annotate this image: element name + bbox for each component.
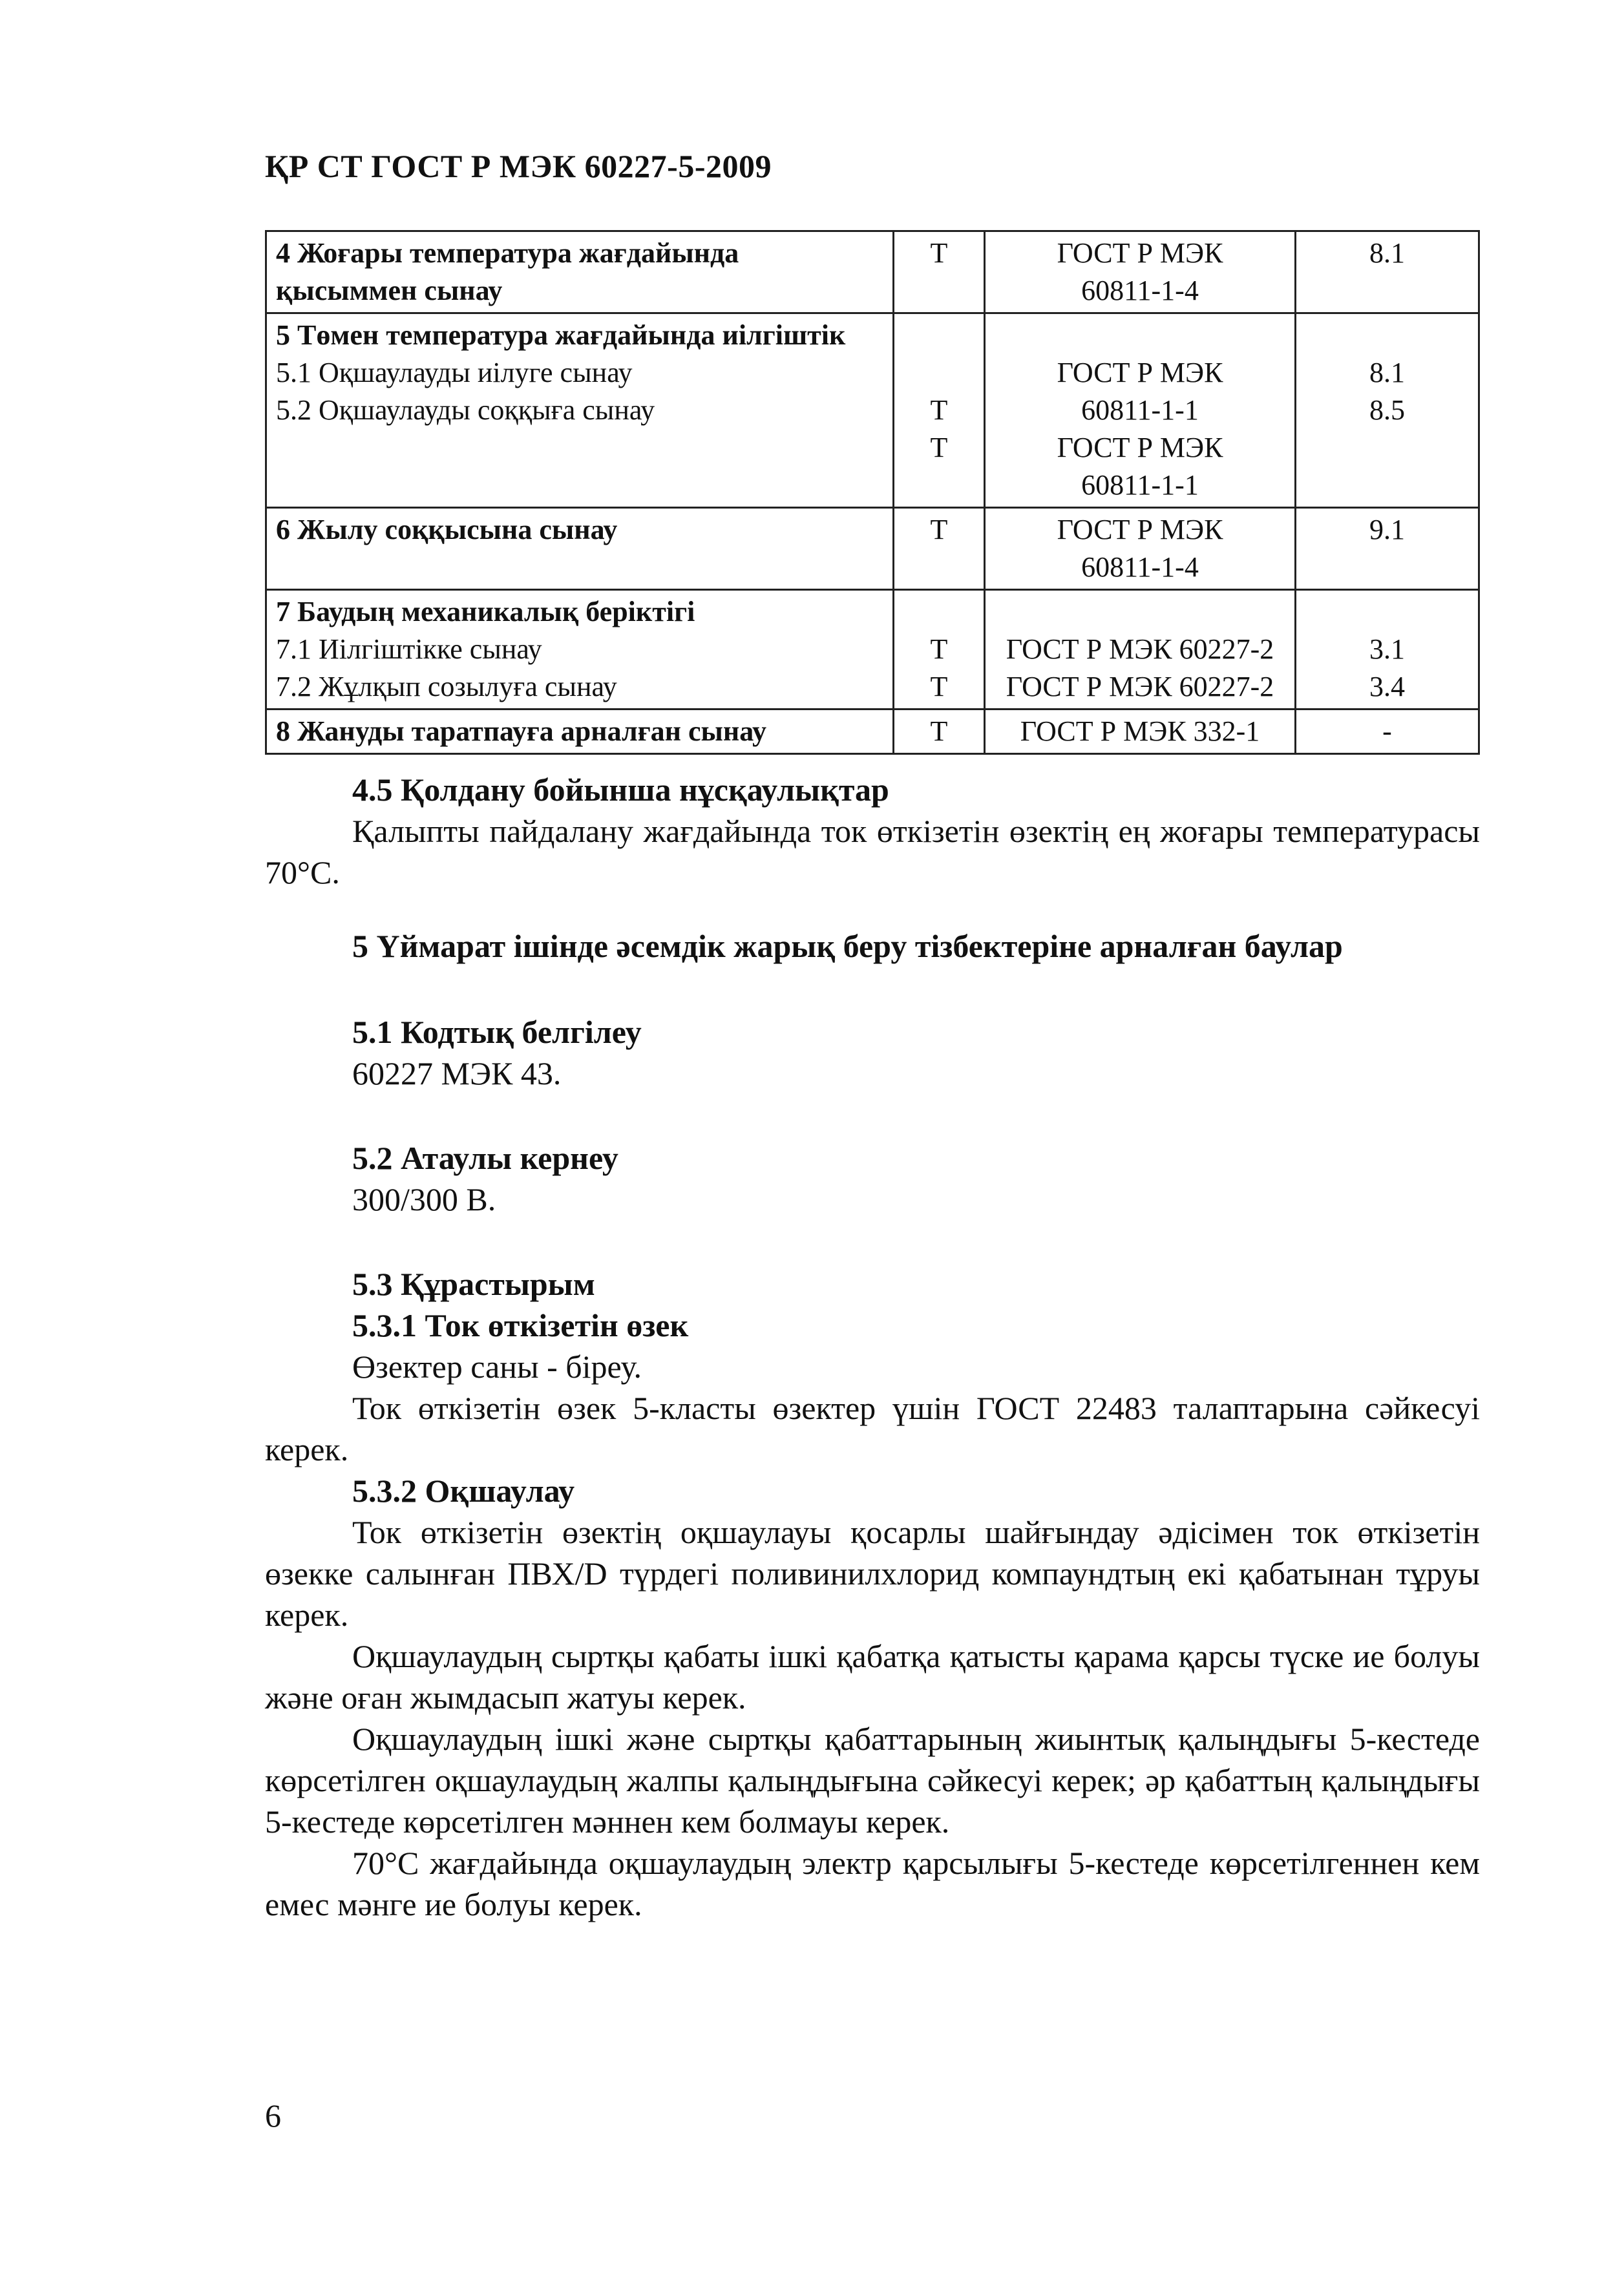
section-5-2 xyxy=(265,1137,1480,1220)
standard-ref: ГОСТ Р МЭК 60227-2 xyxy=(1006,671,1274,702)
test-title: 4 Жоғары температура жағдайында қысыммен сынау xyxy=(276,237,739,306)
test-name-cell xyxy=(266,590,894,710)
test-title: 6 Жылу соққысына сынау xyxy=(276,514,618,545)
section-5-3 xyxy=(265,1263,1480,1925)
test-type: Т xyxy=(930,715,948,747)
paragraph: 300/300 В. xyxy=(352,1181,496,1217)
table-row xyxy=(266,231,1479,313)
table-row xyxy=(266,313,1479,508)
paragraph: Ток өткізетін өзектің оқшаулауы қосарлы шайғындау әдісімен ток өткізетін өзекке салынған ПВХ/D түрдегі поливинилхлорид компаундтың екі қабатынан тұруы керек. xyxy=(265,1514,1480,1633)
test-type-cell xyxy=(894,710,985,754)
standard-ref: 60811-1-4 xyxy=(1081,275,1199,306)
standard-ref: ГОСТ Р МЭК xyxy=(1057,237,1223,269)
test-name-cell xyxy=(266,313,894,508)
page-number: 6 xyxy=(265,2097,281,2134)
table-row xyxy=(266,508,1479,590)
standard-cell xyxy=(985,313,1296,508)
standard-ref: ГОСТ Р МЭК xyxy=(1057,514,1223,545)
test-subtitle: 5.2 Оқшаулауды соққыға сынау xyxy=(276,394,655,426)
clause-cell xyxy=(1296,710,1479,754)
test-subtitle: 5.1 Оқшаулауды иілуге сынау xyxy=(276,357,633,388)
test-type: Т xyxy=(930,237,948,269)
standard-cell xyxy=(985,231,1296,313)
standard-ref: ГОСТ Р МЭК 60227-2 xyxy=(1006,633,1274,665)
clause-number: 8.1 xyxy=(1369,357,1405,388)
subsection-heading: 5.3.2 Оқшаулау xyxy=(352,1473,575,1509)
standard-ref: 60811-1-4 xyxy=(1081,551,1199,583)
section-5-1 xyxy=(265,1011,1480,1094)
clause-number: 8.5 xyxy=(1369,394,1405,426)
standard-ref: 60811-1-1 xyxy=(1081,469,1199,501)
test-table xyxy=(265,230,1480,755)
test-name-cell xyxy=(266,508,894,590)
document-header: ҚР СТ ГОСТ Р МЭК 60227-5-2009 xyxy=(265,148,772,184)
standard-cell xyxy=(985,590,1296,710)
test-type: Т xyxy=(930,432,948,463)
standard-ref: ГОСТ Р МЭК 332-1 xyxy=(1020,715,1260,747)
test-title: 8 Жануды таратпауға арналған сынау xyxy=(276,715,767,747)
section-heading: 5 Үймарат ішінде әсемдік жарық беру тізбектеріне арналған баулар xyxy=(352,928,1343,964)
test-name-cell xyxy=(266,710,894,754)
table-row xyxy=(266,590,1479,710)
clause-cell xyxy=(1296,231,1479,313)
test-type-cell xyxy=(894,590,985,710)
paragraph: Өзектер саны - біреу. xyxy=(352,1349,642,1385)
paragraph: 70°С жағдайында оқшаулаудың электр қарсылығы 5-кестеде көрсетілгеннен кем емес мәнге ие болуы керек. xyxy=(265,1845,1480,1922)
clause-number: 3.4 xyxy=(1369,671,1405,702)
standard-ref: ГОСТ Р МЭК xyxy=(1057,357,1223,388)
section-heading: 5.3 Құрастырым xyxy=(352,1266,595,1302)
section-heading: 4.5 Қолдану бойынша нұсқаулықтар xyxy=(352,772,889,808)
clause-cell xyxy=(1296,508,1479,590)
standard-ref: 60811-1-1 xyxy=(1081,394,1199,426)
test-name-cell xyxy=(266,231,894,313)
test-subtitle: 7.1 Иілгіштікке сынау xyxy=(276,633,542,665)
table-row xyxy=(266,710,1479,754)
clause-cell xyxy=(1296,313,1479,508)
paragraph: Қалыпты пайдалану жағдайында ток өткізетін өзектің ең жоғары температурасы 70°С. xyxy=(265,813,1480,890)
paragraph: Оқшаулаудың ішкі және сыртқы қабаттарының жиынтық қалыңдығы 5-кестеде көрсетілген оқшаулаудың жалпы қалыңдығына сәйкесуі керек; әр қабаттың қалыңдығы 5-кестеде көрсетілген мәннен кем болмауы керек. xyxy=(265,1721,1480,1840)
clause-number: 9.1 xyxy=(1369,514,1405,545)
test-type-cell xyxy=(894,313,985,508)
clause-cell xyxy=(1296,590,1479,710)
clause-number: 8.1 xyxy=(1369,237,1405,269)
section-5 xyxy=(265,925,1480,967)
test-subtitle: 7.2 Жұлқып созылуға сынау xyxy=(276,671,617,702)
section-heading: 5.2 Атаулы кернеу xyxy=(352,1140,618,1176)
test-title: 7 Баудың механикалық беріктігі xyxy=(276,596,695,627)
section-4-5 xyxy=(265,769,1480,893)
clause-number: 3.1 xyxy=(1369,633,1405,665)
test-type: Т xyxy=(930,394,948,426)
paragraph: 60227 МЭК 43. xyxy=(352,1055,562,1091)
standard-cell xyxy=(985,508,1296,590)
standard-cell xyxy=(985,710,1296,754)
test-type-cell xyxy=(894,508,985,590)
test-type: Т xyxy=(930,633,948,665)
paragraph: Ток өткізетін өзек 5-класты өзектер үшін ГОСТ 22483 талаптарына сәйкесуі керек. xyxy=(265,1390,1480,1467)
test-type: Т xyxy=(930,514,948,545)
clause-number: - xyxy=(1382,715,1392,747)
test-type-cell xyxy=(894,231,985,313)
test-title: 5 Төмен температура жағдайында иілгіштік xyxy=(276,319,846,351)
test-type: Т xyxy=(930,671,948,702)
subsection-heading: 5.3.1 Ток өткізетін өзек xyxy=(352,1307,689,1343)
section-heading: 5.1 Кодтық белгілеу xyxy=(352,1014,642,1050)
paragraph: Оқшаулаудың сыртқы қабаты ішкі қабатқа қатысты қарама қарсы түске ие болуы және оған жымдасып жатуы керек. xyxy=(265,1638,1480,1716)
standard-ref: ГОСТ Р МЭК xyxy=(1057,432,1223,463)
